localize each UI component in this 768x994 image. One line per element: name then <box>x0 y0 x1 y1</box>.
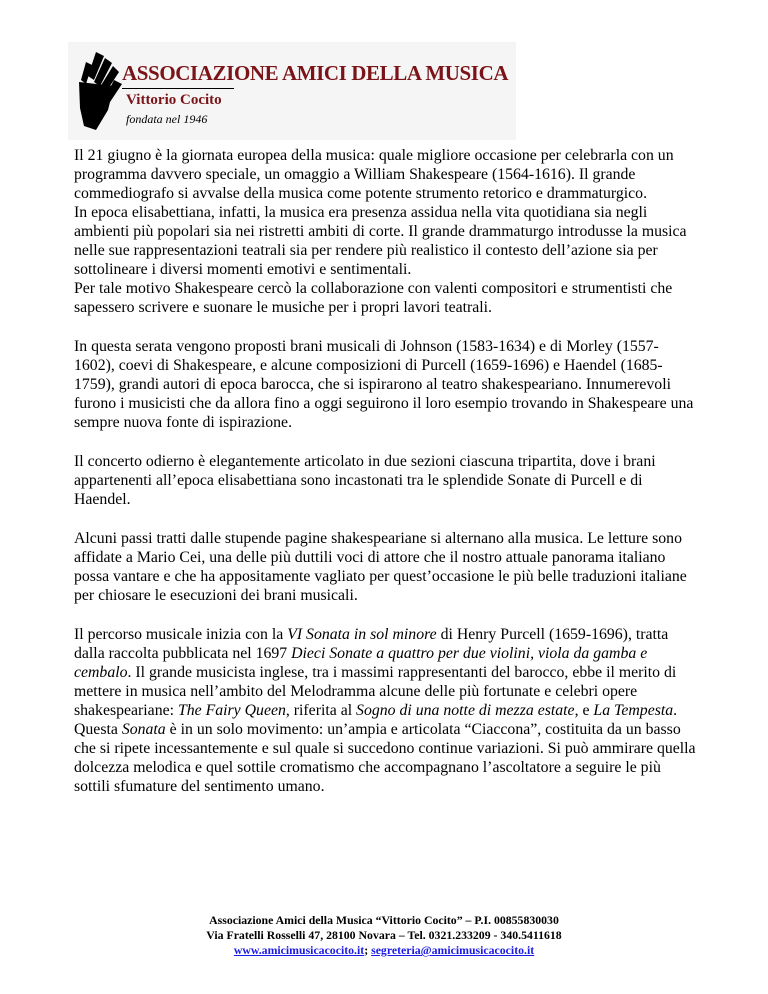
footer-org-line: Associazione Amici della Musica “Vittorio Cocito” – P.I. 00855830030 <box>209 913 559 927</box>
text-run: Il 21 giugno è la giornata europea della musica: quale migliore occasione per celebrarla con un programma davvero speciale, un omaggio a William Shakespeare (1564-1616). Il grande commediografo si avvalse della musica come potente strumento retorico e drammaturgico. <box>74 147 674 202</box>
text-run: . Il grande musicista inglese, tra i massimi rappresentanti del barocco, ebbe il merito di mettere in musica nell’ambito del Melodramma alcune delle più fortunate e celebri opere shakespeariane: <box>74 664 677 719</box>
paragraph-readings <box>74 529 696 605</box>
text-run: In epoca elisabettiana, infatti, la musica era presenza assidua nella vita quotidiana sia negli ambienti più popolari sia nei ristretti ambiti di corte. Il grande drammaturgo introdusse la musica nelle sue rappresentazioni teatrali sia per rendere più realistico il contesto dell’azione sia per sottolineare i diversi momenti emotivi e sentimentali. <box>74 204 687 278</box>
italic-title: Dieci Sonate a quattro per due violini, viola da gamba e cembalo <box>74 645 648 681</box>
paragraph-intro <box>74 146 696 317</box>
text-run: Per tale motivo Shakespeare cercò la collaborazione con valenti compositori e strumentisti che sapessero scrivere e suonare le musiche per i propri lavori teatrali. <box>74 280 673 316</box>
text-run: Il percorso musicale inizia con la <box>74 626 288 643</box>
text-run: di Henry Purcell (1659-1696), tratta dalla raccolta pubblicata nel 1697 <box>74 626 669 662</box>
footer-address-line: Via Fratelli Rosselli 47, 28100 Novara – Tel. 0321.233209 - 340.5411618 <box>206 928 562 942</box>
document-body <box>74 146 696 816</box>
org-subtitle: Vittorio Cocito <box>126 92 222 108</box>
text-run: Il concerto odierno è elegantemente articolato in due sezioni ciascuna tripartita, dove i brani appartenenti all’epoca elisabettiana sono incastonati tra le splendide Sonate di Purcell e di Haendel. <box>74 453 656 508</box>
text-run: . Questa <box>74 702 678 738</box>
website-link[interactable]: www.amicimusicacocito.it <box>233 943 365 957</box>
text-run: , e <box>574 702 594 719</box>
email-link[interactable]: segreteria@amicimusicacocito.it <box>371 943 535 957</box>
italic-title: VI Sonata in sol minore <box>287 626 437 643</box>
letterhead <box>68 42 516 140</box>
footer-links-line <box>0 943 768 958</box>
text-run: , riferita al <box>285 702 357 719</box>
text-run: è in un solo movimento: un’ampia e articolata “Ciaccona”, costituita da un basso che si ripete incessantemente e sul quale si succedono continue variazioni. Si può ammirare quella dolcezza melodica e quel sottile cromatismo che accompagnano l’ascoltatore a seguire le più sottili sfumature del sentimento umano. <box>74 721 696 795</box>
italic-title: La Tempesta <box>593 702 674 719</box>
footer <box>0 913 768 958</box>
italic-title: The Fairy Queen <box>177 702 286 719</box>
paragraph-purcell <box>74 625 696 796</box>
text-run: Alcuni passi tratti dalle stupende pagine shakespeariane si alternano alla musica. Le letture sono affidate a Mario Cei, una delle più duttili voci di attore che il nostro attuale panorama italiano possa vantare e che ha appositamente vagliato per quest’occasione le più belle traduzioni italiane per chiosare le esecuzioni dei brani musicali. <box>74 530 687 604</box>
org-name: ASSOCIAZIONE AMICI DELLA MUSICA <box>122 61 509 85</box>
title-rule <box>122 88 234 89</box>
text-run: In questa serata vengono proposti brani musicali di Johnson (1583-1634) e di Morley (1557-1602), coevi di Shakespeare, e alcune composizioni di Purcell (1659-1696) e Haendel (1685-1759), grandi autori di epoca barocca, che si ispirarono al teatro shakespeariano. Innumerevoli furono i musicisti che da allora fino a oggi seguirono il loro esempio trovando in Shakespeare una sempre nuova fonte di ispirazione. <box>74 338 694 431</box>
italic-title: Sogno di una notte di mezza estate <box>356 702 575 719</box>
founded-note: fondata nel 1946 <box>126 112 208 126</box>
italic-title: Sonata <box>121 721 166 738</box>
paragraph-structure <box>74 452 696 509</box>
link-separator: ; <box>364 943 369 957</box>
hand-logo-icon <box>74 50 124 134</box>
paragraph-program <box>74 337 696 432</box>
